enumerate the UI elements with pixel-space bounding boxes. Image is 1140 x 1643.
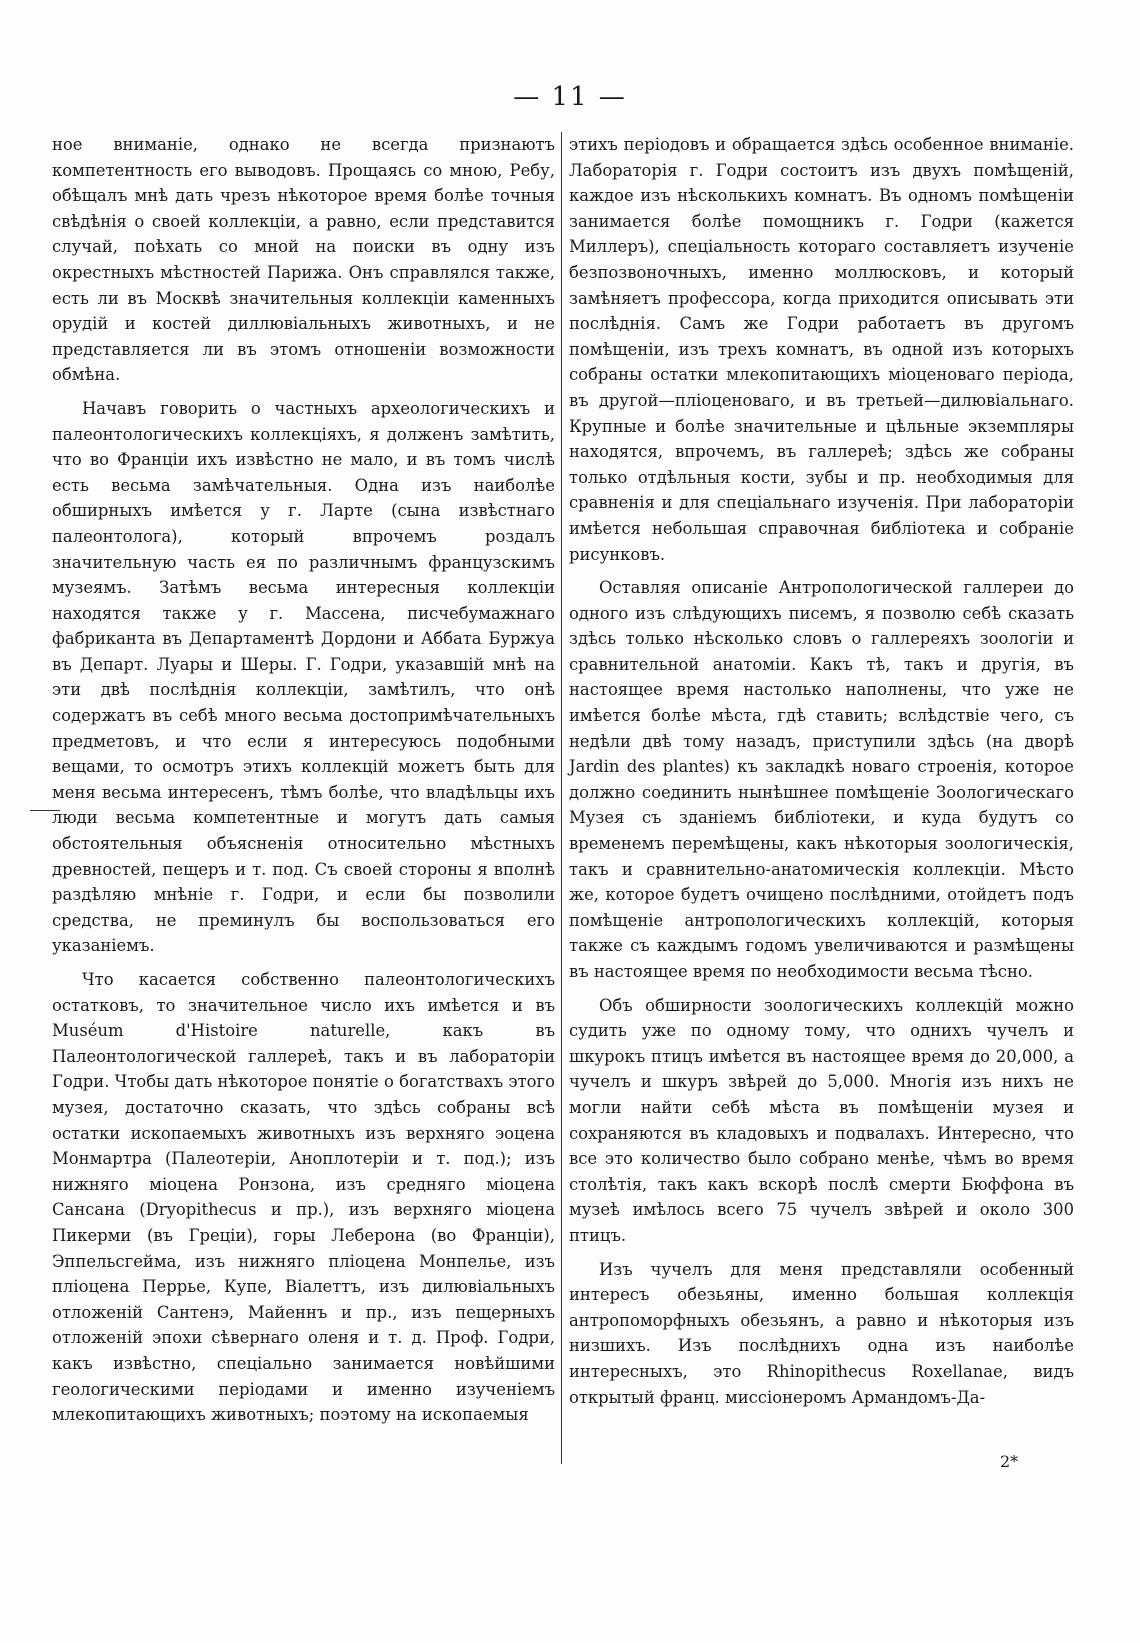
paragraph: Оставляя описаніе Антропологической галлереи до одного изъ слѣдующихъ писемъ, я позволю себѣ сказать здѣсь только нѣсколько словъ о галлереяхъ зоологіи и сравнительной анатоміи. Какъ тѣ, такъ и другія, въ настоящее время настолько наполнены, что уже не имѣется болѣе мѣста, гдѣ ставить; вслѣдствіе чего, съ недѣли двѣ тому назадъ, приступили здѣсь (на дворѣ Jardin des plantes) къ закладкѣ новаго строенія, которое должно соединить нынѣшнее помѣщеніе Зоологическаго Музея съ зданіемъ библіотеки, и куда будутъ со временемъ перемѣщены, какъ нѣкоторыя зоологическія, такъ и сравнительно-анатомическія коллекціи. Мѣсто же, которое будетъ очищено послѣдними, отойдетъ подъ помѣщеніе антропологическихъ коллекцій, которыя также съ каждымъ годомъ увеличиваются и размѣщены въ настоящее время по необходимости весьма тѣсно. bbox=[569, 578, 1074, 981]
paragraph: Что касается собственно палеонтологическихъ остатковъ, то значительное число ихъ имѣется и въ Muséum d'Histoire naturelle, какъ въ Палеонтологической галлереѣ, такъ и въ лабораторіи Годри. Чтобы дать нѣкоторое понятіе о богатствахъ этого музея, достаточно сказать, что здѣсь собраны всѣ остатки ископаемыхъ животныхъ изъ верхняго эоцена Монмартра (Палеотеріи, Аноплотеріи и т. под.); изъ нижняго міоцена Ронзона, изъ средняго міоцена Сансана (Dryopithecus и пр.), изъ верхняго міоцена Пикерми (въ Греціи), горы Леберона (во Франціи), Эппельсгейма, изъ нижняго пліоцена Монпелье, изъ пліоцена Перрье, Купе, Віалеттъ, изъ дилювіальныхъ отложеній Сантенэ, Майеннъ и пр., изъ пещерныхъ отложеній эпохи сѣвернаго оленя и т. д. Проф. Годри, какъ извѣстно, спеціально занимается новѣйшими геологическими періодами и именно изученіемъ млекопитающихъ животныхъ; поэтому на ископаемыя bbox=[52, 970, 555, 1425]
page-number: — 11 — bbox=[513, 82, 627, 112]
right-column bbox=[569, 132, 1074, 1418]
paragraph: Изъ чучелъ для меня представляли особенный интересъ обезьяны, именно большая коллекція антропоморфныхъ обезьянъ, а равно и нѣкоторыя изъ низшихъ. Изъ послѣднихъ одна изъ наиболѣе интересныхъ, это Rhinopithecus Roxellanae, видъ открытый франц. миссіонеромъ Армандомъ-Да- bbox=[569, 1259, 1074, 1407]
paragraph: ное вниманіе, однако не всегда признаютъ компетентность его выводовъ. Прощаясь со мною, Ребу, обѣщалъ мнѣ дать чрезъ нѣкоторое время болѣе точныя свѣдѣнія о своей коллекціи, а равно, если представится случай, поѣхать со мной на поиски въ одну изъ окрестныхъ мѣстностей Парижа. Онъ справлялся также, есть ли въ Москвѣ значительныя коллекціи каменныхъ орудій и костей диллювіальныхъ животныхъ, и не представляется ли въ этомъ отношеніи возможности обмѣна. bbox=[52, 135, 555, 385]
paragraph: Начавъ говорить о частныхъ археологическихъ и палеонтологическихъ коллекціяхъ, я долженъ замѣтить, что во Франціи ихъ извѣстно не мало, и въ томъ числѣ есть весьма замѣчательныя. Одна изъ наиболѣе обширныхъ имѣется у г. Ларте (сына извѣстнаго палеонтолога), который впрочемъ роздалъ значительную часть ея по различнымъ французскимъ музеямъ. Затѣмъ весьма интересныя коллекціи находятся также у г. Массена, писчебумажнаго фабриканта въ Департаментѣ Дордони и Аббата Буржуа въ Департ. Луары и Шеры. Г. Годри, указавшій мнѣ на эти двѣ послѣднія коллекціи, замѣтилъ, что онѣ содержатъ въ себѣ много весьма достопримѣчательныхъ предметовъ, и что если я интересуюсь подобными вещами, то осмотръ этихъ коллекцій можетъ быть для меня весьма интересенъ, тѣмъ болѣе, что владѣльцы ихъ люди весьма компетентные и могутъ дать самыя обстоятельныя объясненія относительно мѣстныхъ древностей, пещеръ и т. под. Съ своей стороны я вполнѣ раздѣляю мнѣніе г. Годри, и если бы позволили средства, не преминулъ бы воспользоваться его указаніемъ. bbox=[52, 398, 555, 956]
paragraph: этихъ періодовъ и обращается здѣсь особенное вниманіе. Лабораторія г. Годри состоитъ изъ двухъ помѣщеній, каждое изъ нѣсколькихъ комнатъ. Въ одномъ помѣщеніи занимается болѣе помощникъ г. Годри (кажется Миллеръ), спеціальность котораго составляетъ изученіе безпозвоночныхъ, именно моллюсковъ, и который замѣняетъ профессора, когда приходится описывать эти послѣднія. Самъ же Годри работаетъ въ другомъ помѣщеніи, изъ трехъ комнатъ, въ одной изъ которыхъ собраны остатки млекопитающихъ міоценоваго періода, въ другой—пліоценоваго, и въ третьей—дилювіальнаго. Крупные и болѣе значительные и цѣльные экземпляры находятся, впрочемъ, въ галлереѣ; здѣсь же собраны только отдѣльныя кости, зубы и пр. необходимыя для сравненія и для спеціальнаго изученія. При лабораторіи имѣется небольшая справочная библіотека и собраніе рисунковъ. bbox=[569, 135, 1074, 564]
left-column bbox=[52, 132, 555, 1436]
signature-mark: 2* bbox=[1000, 1452, 1019, 1471]
column-divider bbox=[561, 132, 562, 1464]
paragraph: Объ обширности зоологическихъ коллекцій можно судить уже по одному тому, что однихъ чучелъ и шкурокъ птицъ имѣется въ настоящее время до 20,000, а чучелъ и шкуръ звѣрей до 5,000. Многія изъ нихъ не могли найти себѣ мѣста въ помѣщеніи музея и сохраняются въ кладовыхъ и подвалахъ. Интересно, что все это количество было собрано менѣе, чѣмъ во время столѣтія, такъ какъ вскорѣ послѣ смерти Бюффона въ музеѣ имѣлось всего 75 чучелъ звѣрей и около 300 птицъ. bbox=[569, 995, 1074, 1245]
